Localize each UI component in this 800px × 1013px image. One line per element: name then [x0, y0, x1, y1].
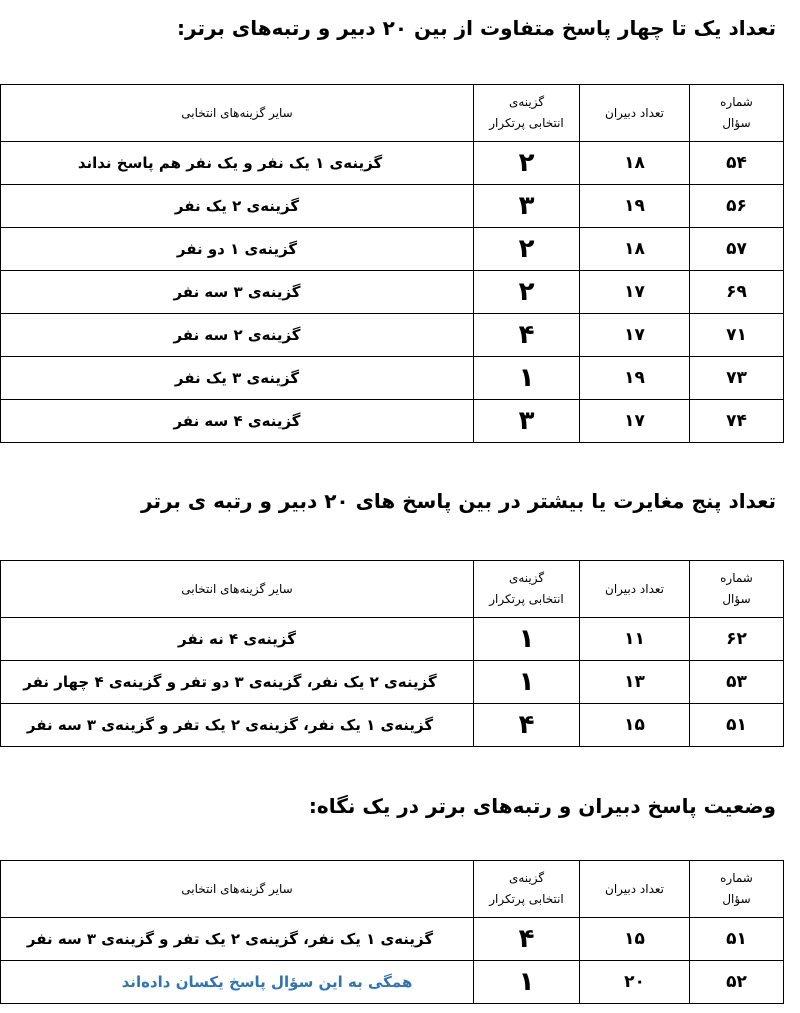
question-number: ۵۳ — [690, 661, 784, 704]
frequent-option: ۱ — [474, 357, 580, 400]
question-number: ۵۱ — [690, 918, 784, 961]
teachers-count: ۱۵ — [580, 704, 690, 747]
question-number: ۷۱ — [690, 314, 784, 357]
header-question-number: شماره سؤال — [690, 861, 784, 918]
table-header-row — [1, 861, 784, 918]
table-row — [1, 704, 784, 747]
frequent-option: ۴ — [474, 918, 580, 961]
table-row — [1, 357, 784, 400]
header-teachers-count: تعداد دبیران — [580, 561, 690, 618]
teachers-count: ۱۷ — [580, 400, 690, 443]
frequent-option: ۱ — [474, 661, 580, 704]
other-options: گزینه‌ی ۳ یک نفر — [1, 357, 474, 400]
frequent-option: ۴ — [474, 314, 580, 357]
teachers-count: ۱۱ — [580, 618, 690, 661]
table-row — [1, 228, 784, 271]
other-options: گزینه‌ی ۳ سه نفر — [1, 271, 474, 314]
table-row — [1, 185, 784, 228]
other-options: گزینه‌ی ۱ یک نفر و یک نفر هم پاسخ نداند — [1, 142, 474, 185]
frequent-option: ۳ — [474, 185, 580, 228]
teachers-count: ۱۹ — [580, 185, 690, 228]
header-other-options: سایر گزینه‌های انتخابی — [1, 861, 474, 918]
other-options: گزینه‌ی ۱ یک نفر، گزینه‌ی ۲ یک تفر و گزینه‌ی ۳ سه نفر — [1, 918, 474, 961]
other-options: گزینه‌ی ۱ دو نفر — [1, 228, 474, 271]
teachers-count: ۱۸ — [580, 142, 690, 185]
question-number: ۵۴ — [690, 142, 784, 185]
table-row — [1, 918, 784, 961]
other-options: گزینه‌ی ۲ یک نفر، گزینه‌ی ۳ دو تفر و گزینه‌ی ۴ چهار نفر — [1, 661, 474, 704]
table-header-row — [1, 85, 784, 142]
other-options: گزینه‌ی ۴ نه نفر — [1, 618, 474, 661]
table-row — [1, 661, 784, 704]
frequent-option: ۲ — [474, 142, 580, 185]
frequent-option: ۲ — [474, 228, 580, 271]
other-options-highlight: همگی به این سؤال پاسخ یکسان داده‌اند — [1, 961, 474, 1004]
other-options: گزینه‌ی ۲ سه نفر — [1, 314, 474, 357]
header-teachers-count: تعداد دبیران — [580, 85, 690, 142]
teachers-count: ۱۸ — [580, 228, 690, 271]
table-row — [1, 400, 784, 443]
header-other-options: سایر گزینه‌های انتخابی — [1, 85, 474, 142]
question-number: ۶۹ — [690, 271, 784, 314]
other-options: گزینه‌ی ۲ یک نفر — [1, 185, 474, 228]
question-number: ۵۱ — [690, 704, 784, 747]
section-1-table — [0, 84, 784, 443]
question-number: ۷۴ — [690, 400, 784, 443]
teachers-count: ۱۹ — [580, 357, 690, 400]
section-1-title: تعداد یک تا چهار پاسخ متفاوت از بین ۲۰ دبیر و رتبه‌های برتر: — [177, 16, 776, 40]
question-number: ۵۷ — [690, 228, 784, 271]
frequent-option: ۱ — [474, 961, 580, 1004]
frequent-option: ۲ — [474, 271, 580, 314]
table-row — [1, 271, 784, 314]
teachers-count: ۲۰ — [580, 961, 690, 1004]
question-number: ۵۶ — [690, 185, 784, 228]
section-3-title: وضعیت پاسخ دبیران و رتبه‌های برتر در یک نگاه: — [308, 794, 776, 818]
frequent-option: ۱ — [474, 618, 580, 661]
table-row — [1, 961, 784, 1004]
question-number: ۶۲ — [690, 618, 784, 661]
teachers-count: ۱۷ — [580, 314, 690, 357]
section-3-table — [0, 860, 784, 1004]
table-row — [1, 142, 784, 185]
question-number: ۵۲ — [690, 961, 784, 1004]
teachers-count: ۱۷ — [580, 271, 690, 314]
header-frequent-option: گزینه‌ی انتخابی پرتکرار — [474, 561, 580, 618]
header-teachers-count: تعداد دبیران — [580, 861, 690, 918]
header-frequent-option: گزینه‌ی انتخابی پرتکرار — [474, 85, 580, 142]
table-header-row — [1, 561, 784, 618]
section-2-table — [0, 560, 784, 747]
header-question-number: شماره سؤال — [690, 85, 784, 142]
other-options: گزینه‌ی ۱ یک نفر، گزینه‌ی ۲ یک تفر و گزینه‌ی ۳ سه نفر — [1, 704, 474, 747]
frequent-option: ۴ — [474, 704, 580, 747]
question-number: ۷۳ — [690, 357, 784, 400]
table-row — [1, 314, 784, 357]
table-row — [1, 618, 784, 661]
section-2-title: تعداد پنج مغایرت یا بیشتر در بین پاسخ های ۲۰ دبیر و رتبه ی برتر — [141, 489, 776, 513]
other-options: گزینه‌ی ۴ سه نفر — [1, 400, 474, 443]
header-question-number: شماره سؤال — [690, 561, 784, 618]
teachers-count: ۱۵ — [580, 918, 690, 961]
header-frequent-option: گزینه‌ی انتخابی پرتکرار — [474, 861, 580, 918]
frequent-option: ۳ — [474, 400, 580, 443]
header-other-options: سایر گزینه‌های انتخابی — [1, 561, 474, 618]
teachers-count: ۱۳ — [580, 661, 690, 704]
